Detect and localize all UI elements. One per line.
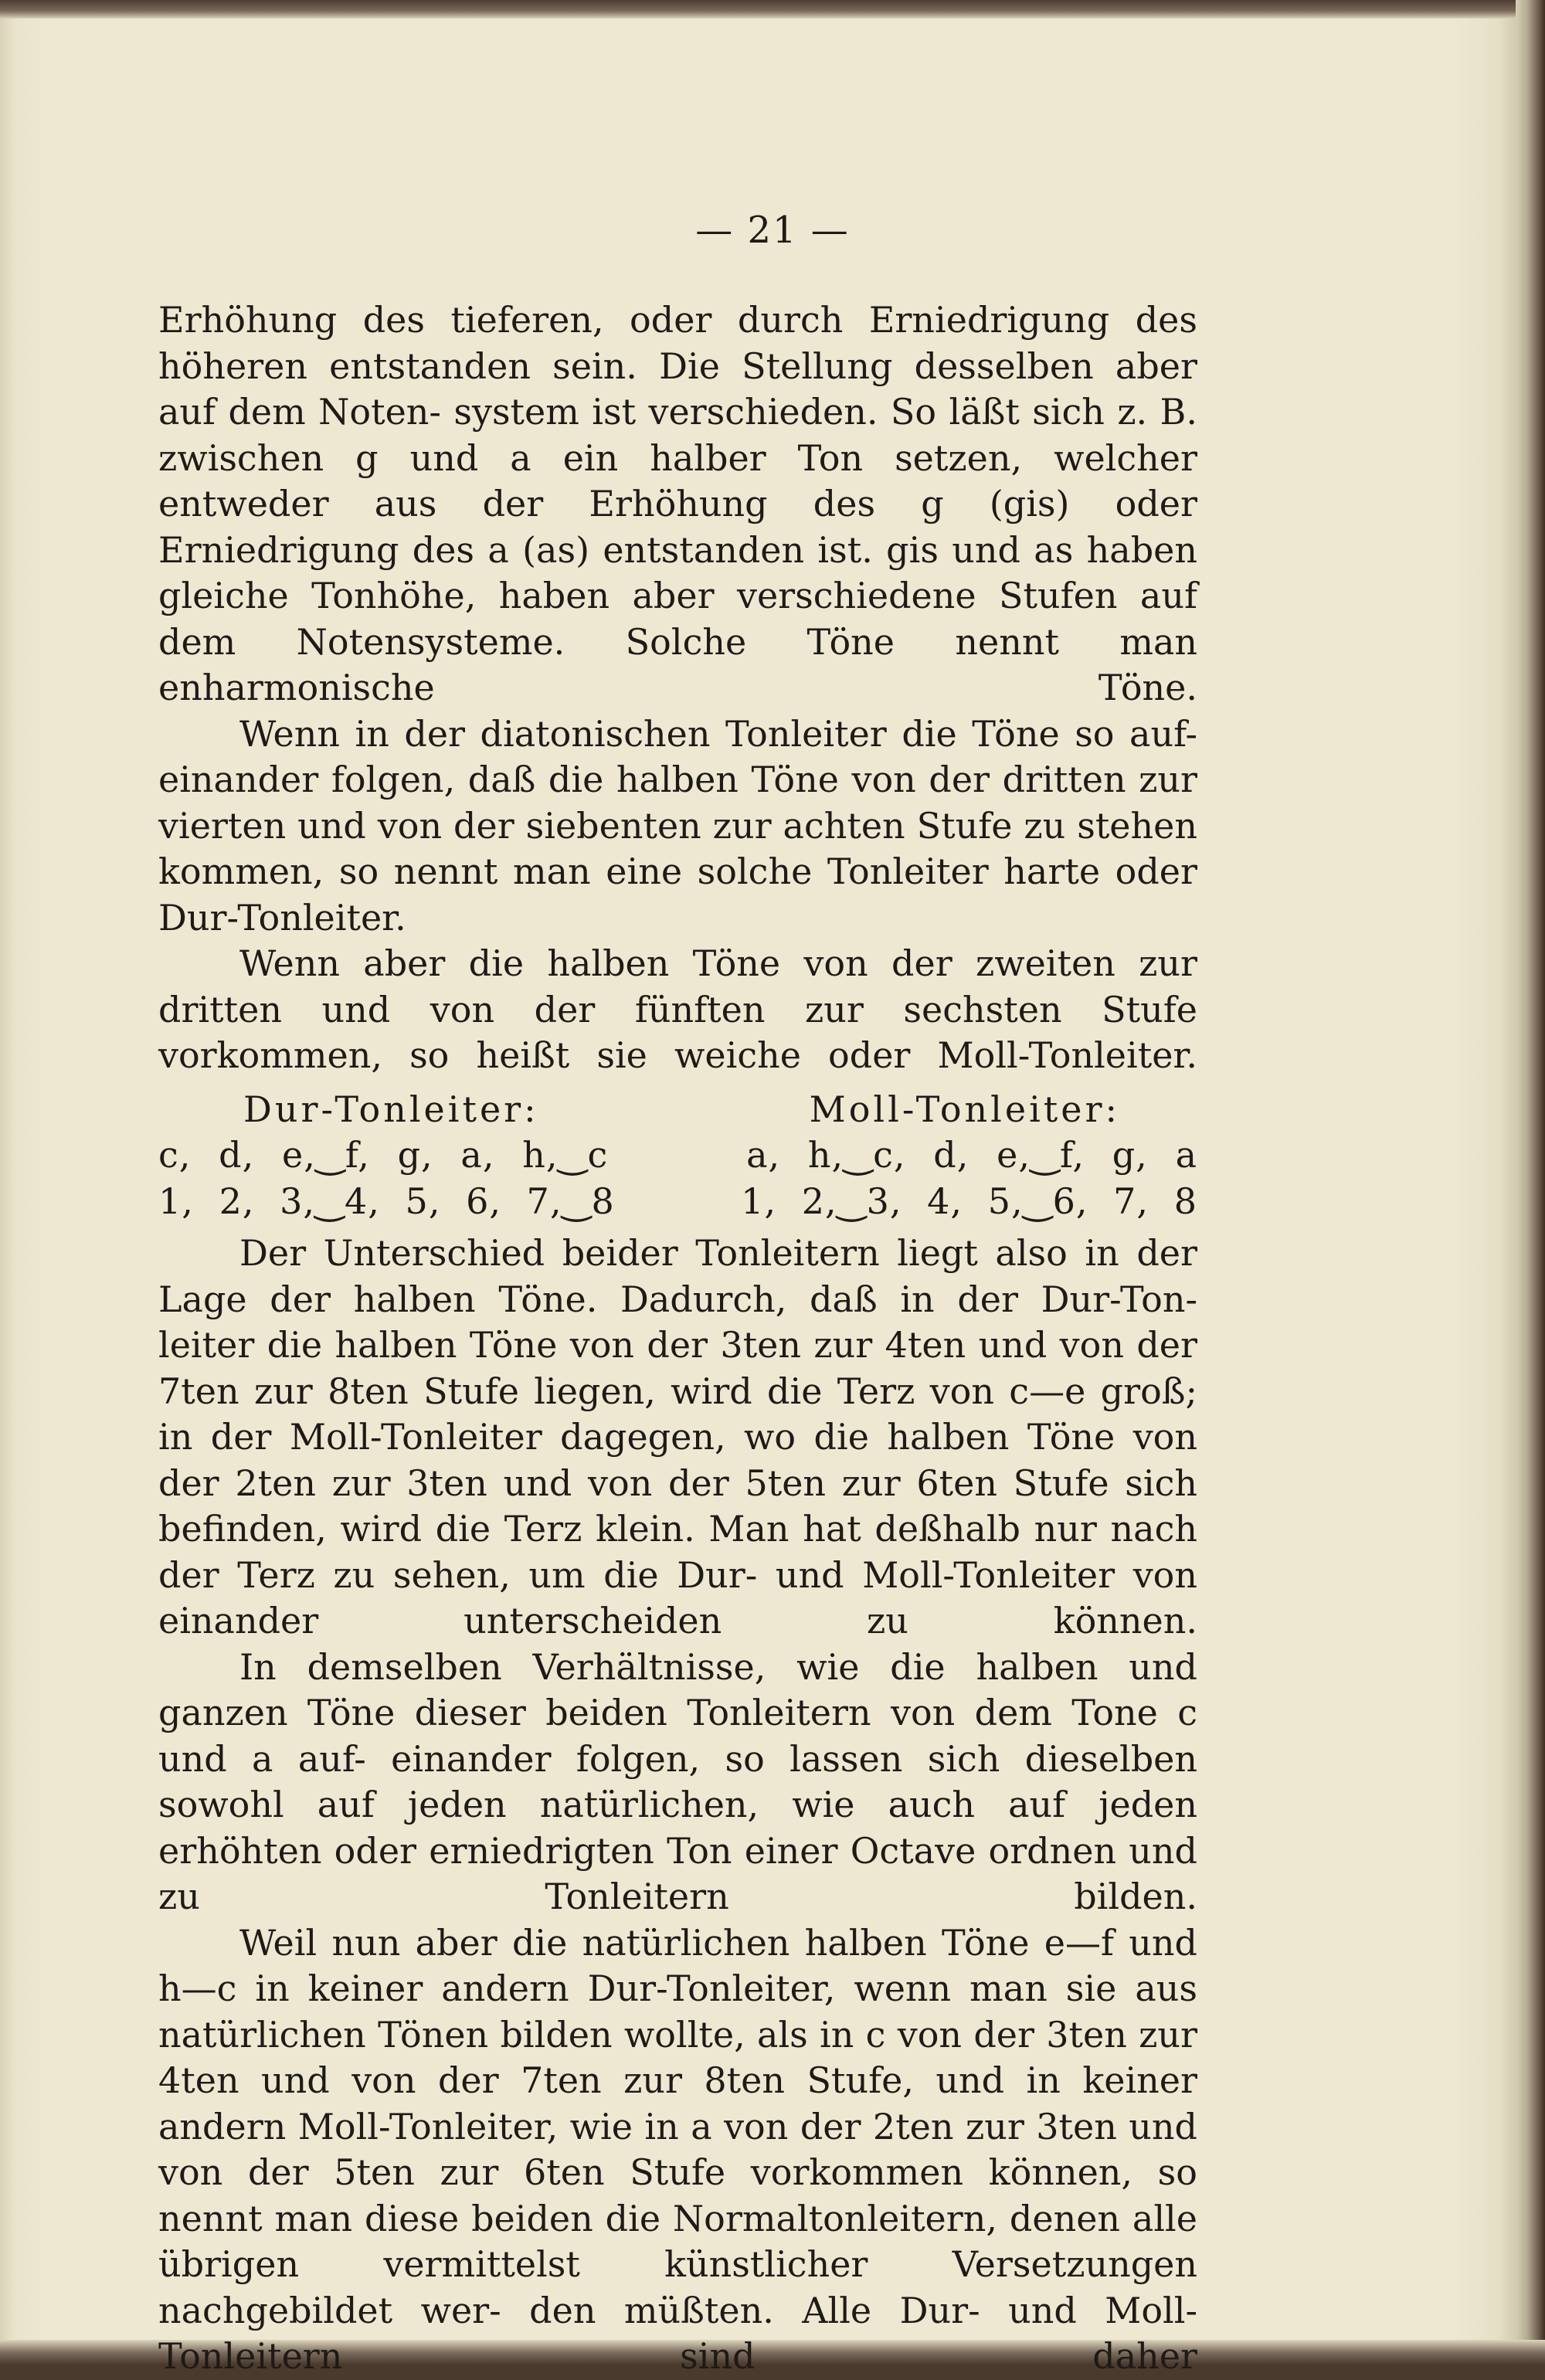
moll-scale-title: Moll-Tonleiter: — [809, 1088, 1120, 1130]
book-gutter — [1516, 0, 1545, 2365]
page-number: — 21 — — [695, 209, 850, 252]
scale-notes: c, d, e,‿f, g, a, h,‿c a, h,‿c, d, e,‿f, g, a — [158, 1134, 1197, 1176]
paragraph-6: Weil nun aber die natürlichen halben Töne e—f und h—c in keiner andern Dur-Tonleiter, wenn man sie aus natürlichen Tönen bilden wollte, als in c von der 3ten zur 4ten und von der 7ten zur 8ten Stufe, und in keiner andern Moll-Tonleiter, wie in a von der 2ten zur 3ten und von der 5ten zur 6ten Stufe vorkommen können, so nennt man diese beiden die Normaltonleitern, denen alle übrigen vermittelst künstlicher Versetzungen nachgebildet wer- den müßten. Alle Dur- und Moll-Tonleitern sind daher — [158, 1921, 1197, 2377]
paragraph-5: In demselben Verhältnisse, wie die halben und ganzen Töne dieser beiden Tonleitern von dem Tone c und a auf- einander folgen, so lassen sich dieselben sowohl auf jeden natürlichen, wie auch auf jeden erhöhten oder erniedrigten Ton einer Octave ordnen und zu Tonleitern bilden. — [158, 1645, 1197, 1917]
scale-numbers: 1, 2, 3,‿4, 5, 6, 7,‿8 1, 2,‿3, 4, 5,‿6, 7, 8 — [158, 1180, 1197, 1222]
paragraph-3: Wenn aber die halben Töne von der zweiten zur dritten und von der fünften zur sechsten Stufe vorkommen, so heißt sie weiche oder Moll-Tonleiter. — [158, 942, 1197, 1076]
dur-scale-title: Dur-Tonleiter: — [243, 1088, 539, 1130]
page-text — [158, 205, 1197, 2380]
scale-headings — [158, 1087, 1197, 1133]
paragraph-2: Wenn in der diatonischen Tonleiter die Töne so auf- einander folgen, daß die halben Töne von der dritten zur vierten und von der siebenten zur achten Stufe zu stehen kommen, so nennt man eine solche Tonleiter harte oder Dur-Tonleiter. — [158, 712, 1197, 939]
scale-notes-row — [158, 1132, 1197, 1179]
scale-numbers-row — [158, 1179, 1197, 1225]
paragraph-4: Der Unterschied beider Tonleitern liegt also in der Lage der halben Töne. Dadurch, daß in der Dur-Ton- leiter die halben Töne von der 3ten zur 4ten und von der 7ten zur 8ten Stufe liegen, wird die Terz von c—e groß; in der Moll-Tonleiter dagegen, wo die halben Töne von der 2ten zur 3ten und von der 5ten zur 6ten Stufe sich befinden, wird die Terz klein. Man hat deßhalb nur nach der Terz zu sehen, um die Dur- und Moll-Tonleiter von einander unterscheiden zu können. — [158, 1232, 1197, 1642]
paragraph-1: Erhöhung des tieferen, oder durch Erniedrigung des höheren entstanden sein. Die Stellung desselben aber auf dem Noten- system ist verschieden. So läßt sich z. B. zwischen g und a ein halber Ton setzen, welcher entweder aus der Erhöhung des g (gis) oder Erniedrigung des a (as) entstanden ist. gis und as haben gleiche Tonhöhe, haben aber verschiedene Stufen auf dem Notensysteme. Solche Töne nennt man enharmonische Töne. — [158, 299, 1197, 708]
top-edge — [0, 0, 1545, 19]
